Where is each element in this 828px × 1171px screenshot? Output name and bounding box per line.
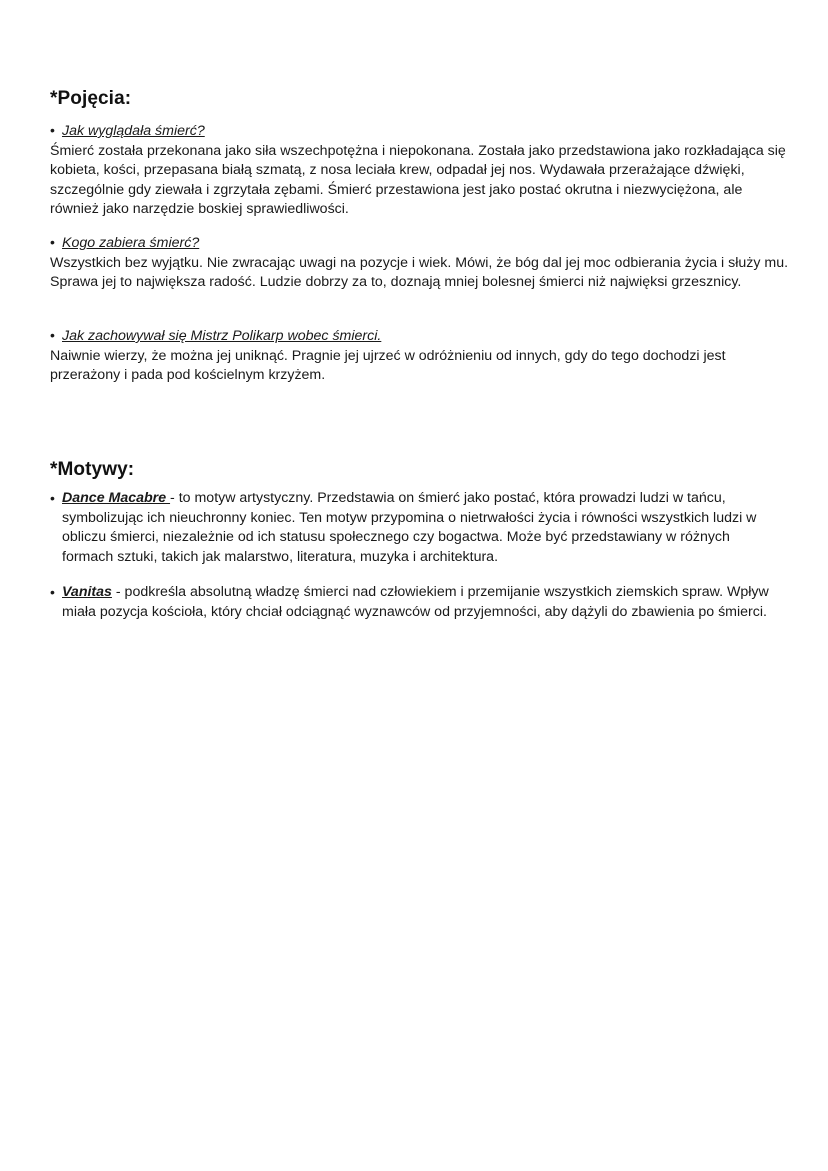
bullet-icon: • [50, 584, 55, 600]
concept-item [50, 326, 790, 386]
concept-item [50, 121, 790, 220]
motifs-heading: *Motywy: [50, 459, 135, 480]
motif-term: Dance Macabre [62, 490, 171, 506]
concept-question: Jak wyglądała śmierć? [62, 123, 205, 139]
motif-item [50, 489, 780, 567]
concept-question: Kogo zabiera śmierć? [62, 235, 200, 251]
concept-item [50, 233, 790, 293]
concept-answer: Śmierć została przekonana jako siła wszechpotężna i niepokonana. Została jako przedstawiona jako rozkładająca się kobieta, kości, przepasana białą szmatą, z nosa leciała krew, odpadał jej nos. Wydawała przerażające dźwięki, szczególnie gdy ziewała i zgrzytała zębami. Śmierć przestawiona jest jako postać okrutna i niezwyciężona, ale również jako narzędzie boskiej sprawiedliwości. [50, 142, 786, 217]
concept-question-line [50, 326, 790, 347]
motif-body [62, 489, 780, 567]
motif-description: - podkreśla absolutną władzę śmierci nad człowiekiem i przemijanie wszystkich ziemskich spraw. Wpływ miała pozycja kościoła, który chciał odciągnąć wyznawców od przyjemności, aby dążyli do zbawienia po śmierci. [62, 584, 769, 620]
concept-answer: Wszystkich bez wyjątku. Nie zwracając uwagi na pozycje i wiek. Mówi, że bóg dal jej moc odbierania życia i służy mu. Sprawa jej to największa radość. Ludzie dobrzy za to, doznają mniej bolesnej śmierci niż najwięksi grzesznicy. [50, 254, 789, 290]
concept-question-line [50, 121, 790, 142]
bullet-icon: • [50, 122, 55, 138]
bullet-icon: • [50, 490, 55, 506]
concept-question-line [50, 233, 790, 254]
concepts-heading: *Pojęcia: [50, 88, 132, 109]
motif-term: Vanitas [62, 584, 112, 600]
motif-body [62, 583, 780, 622]
concept-answer: Naiwnie wierzy, że można jej uniknąć. Pragnie jej ujrzeć w odróżnieniu od innych, gdy do tego dochodzi jest przerażony i pada pod kościelnym krzyżem. [50, 347, 726, 383]
concept-question: Jak zachowywał się Mistrz Polikarp wobec śmierci. [62, 328, 382, 344]
motif-description: - to motyw artystyczny. Przedstawia on śmierć jako postać, która prowadzi ludzi w tańcu, symbolizując ich nieuchronny koniec. Ten motyw przypomina o nietrwałości życia i równości wszystkich ludzi w obliczu śmierci, niezależnie od ich statusu społecznego czy bogactwa. Może być przedstawiany w różnych formach sztuki, takich jak malarstwo, literatura, muzyka i architektura. [62, 490, 757, 565]
motif-item [50, 583, 780, 622]
bullet-icon: • [50, 327, 55, 343]
bullet-icon: • [50, 234, 55, 250]
